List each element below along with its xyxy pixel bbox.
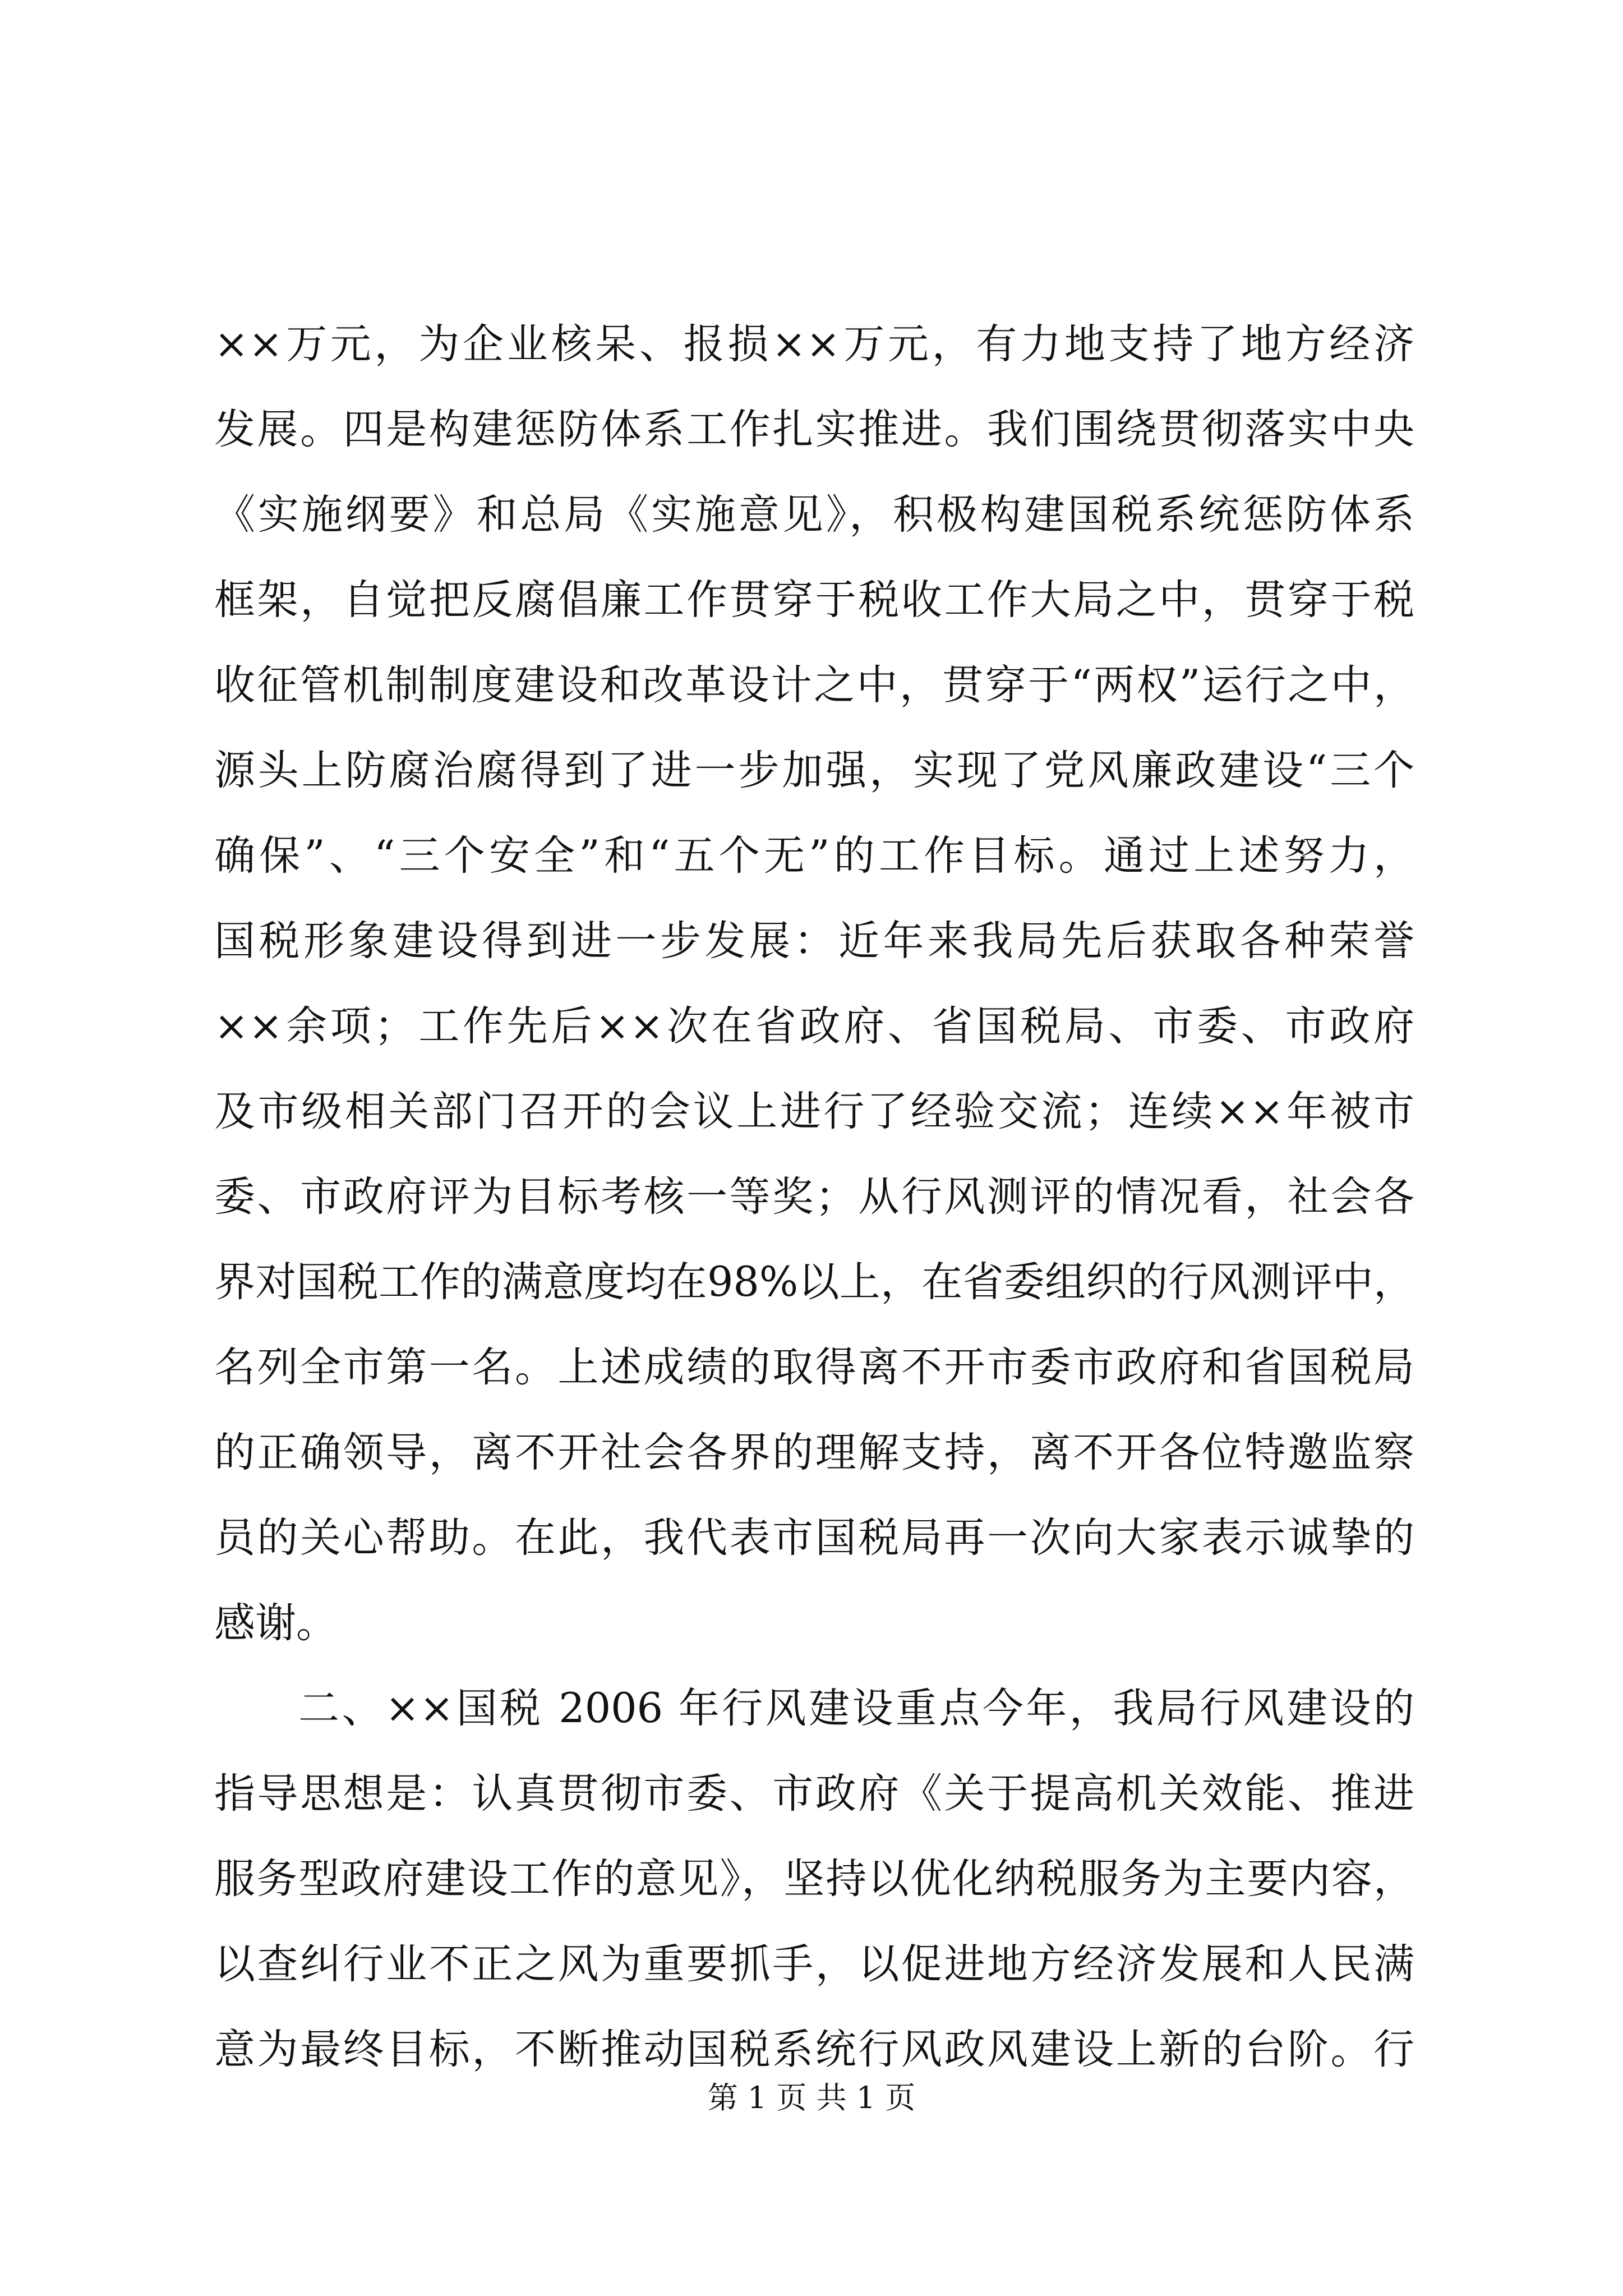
section-heading-line: 二、××国税 2006 年行风建设重点今年，我局行风建设的 <box>298 1685 1414 1732</box>
text-line: 名列全市第一名。上述成绩的取得离不开市委市政府和省国税局 <box>214 1343 1414 1391</box>
text-line: 确保”、“三个安全”和“五个无”的工作目标。通过上述努力， <box>214 832 1414 880</box>
text-line: 委、市政府评为目标考核一等奖；从行风测评的情况看，社会各 <box>214 1173 1414 1221</box>
text-line: ××万元，为企业核呆、报损××万元，有力地支持了地方经济 <box>214 320 1414 368</box>
text-line: 框架，自觉把反腐倡廉工作贯穿于税收工作大局之中，贯穿于税 <box>214 576 1414 624</box>
text-line: 国税形象建设得到进一步发展：近年来我局先后获取各种荣誉 <box>214 917 1414 965</box>
text-line: 收征管机制制度建设和改革设计之中，贯穿于“两权”运行之中， <box>214 661 1414 709</box>
text-line: 服务型政府建设工作的意见》，坚持以优化纳税服务为主要内容， <box>214 1855 1414 1903</box>
text-line: 以查纠行业不正之风为重要抓手，以促进地方经济发展和人民满 <box>214 1940 1414 1988</box>
text-line: 意为最终目标，不断推动国税系统行风政风建设上新的台阶。行 <box>214 2026 1414 2073</box>
text-line: ××余项；工作先后××次在省政府、省国税局、市委、市政府 <box>214 1002 1414 1050</box>
text-line: 《实施纲要》和总局《实施意见》，积极构建国税系统惩防体系 <box>214 491 1414 539</box>
text-line: 员的关心帮助。在此，我代表市国税局再一次向大家表示诚挚的 <box>214 1514 1414 1562</box>
page-number: 第 1 页 共 1 页 <box>707 2080 916 2115</box>
text-line: 指导思想是：认真贯彻市委、市政府《关于提高机关效能、推进 <box>214 1770 1414 1818</box>
text-line: 源头上防腐治腐得到了进一步加强，实现了党风廉政建设“三个 <box>214 747 1414 794</box>
text-line: 发展。四是构建惩防体系工作扎实推进。我们围绕贯彻落实中央 <box>214 406 1414 453</box>
text-line: 感谢。 <box>214 1599 337 1647</box>
text-line: 及市级相关部门召开的会议上进行了经验交流；连续××年被市 <box>214 1088 1414 1135</box>
text-line: 界对国税工作的满意度均在98%以上，在省委组织的行风测评中， <box>214 1258 1414 1306</box>
page-footer <box>0 2076 1623 2120</box>
body-text <box>214 302 1414 2092</box>
text-line: 的正确领导，离不开社会各界的理解支持，离不开各位特邀监察 <box>214 1429 1414 1476</box>
